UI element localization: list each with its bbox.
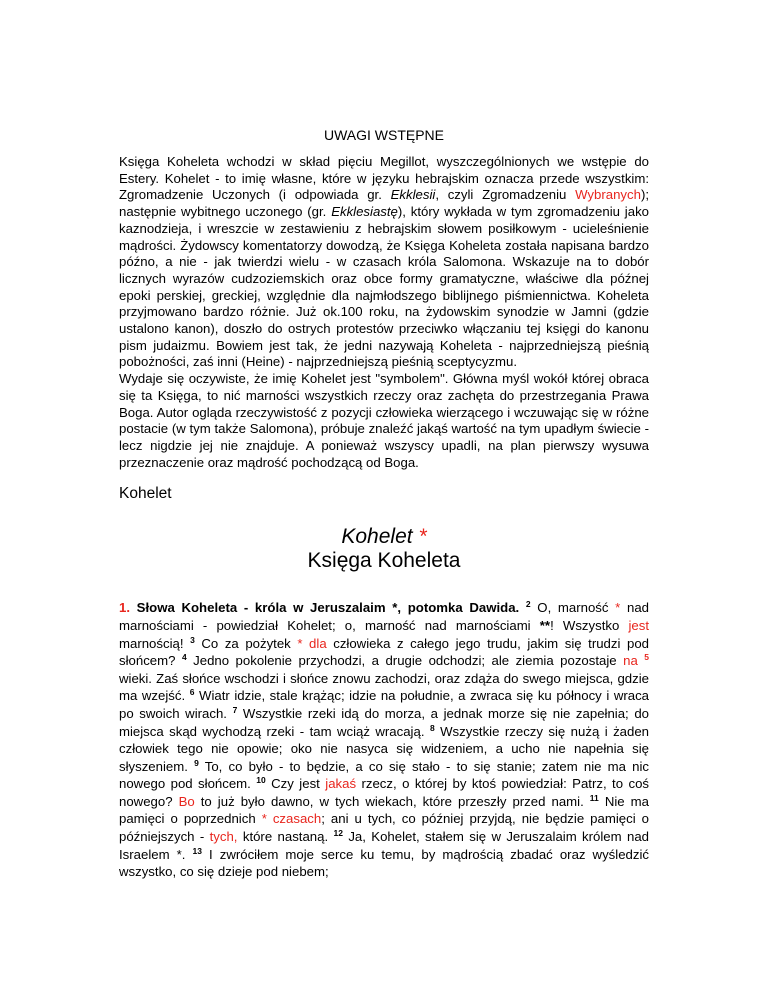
verse-number: 7 bbox=[232, 704, 238, 715]
intro-text-span: Księga Koheleta wchodzi w skład pięciu Megillot, wyszczególnionych we wstępie do Estery. Kohelet - to imię własne, które w języku hebrajskim oznacza przede wszystkim: Zgromadzenie Uczonych (i odpowiada gr. bbox=[119, 154, 649, 203]
verse-number: 3 bbox=[190, 634, 195, 645]
added-word: Bo bbox=[178, 793, 195, 809]
intro-heading: UWAGI WSTĘPNE bbox=[323, 127, 445, 143]
verse-3: Co za pożytek bbox=[194, 635, 298, 651]
verse-2: ! Wszystko bbox=[550, 617, 629, 633]
verse-12: Ja, Kohelet, stałem się w Jeruszalaim królem nad Israelem *. bbox=[119, 829, 649, 862]
book-subtitle: Księga Koheleta bbox=[307, 549, 461, 573]
added-word[interactable]: * czasach bbox=[261, 811, 322, 827]
verse-9: To, co było - to będzie, a co się stało - to się stanie; zatem nie ma nic nowego pod słońcem. bbox=[119, 758, 649, 792]
verse-8: Wszystkie rzeczy się nużą i żaden człowiek tego nie opowie; oko nie nasyca się widzeniem, a ucho nie napełnia się słyszeniem. bbox=[119, 723, 649, 774]
footnote-marker[interactable]: * bbox=[412, 525, 427, 549]
verse-number: 12 bbox=[333, 828, 343, 839]
verse-number: 4 bbox=[181, 652, 187, 663]
verse-number: 11 bbox=[589, 792, 599, 803]
verse-number: 2 bbox=[525, 599, 531, 610]
intro-link-wybranych[interactable]: Wybranych bbox=[575, 187, 641, 203]
verse-2: marnością! bbox=[119, 635, 184, 651]
verse-11: które nastaną. bbox=[237, 829, 329, 845]
book-title-text: Kohelet bbox=[341, 525, 413, 549]
intro-text-span: ), który wykłada w tym zgromadzeniu jako kaznodzieja, i wreszcie w zestawieniu z hebrajskim słowem posiłkowym - ucieleśnienie mądrości. Żydowscy komentatorzy dowodzą, że Księga Koheleta została napisana bardzo późno, a nie - jak twierdzi wielu - w czasach króla Salomona. Wskazuje na to dobór licznych wyrazów cudzoziemskich oraz obce formy gramatyczne, właściwe dla późnej epoki perskiej, greckiej, względnie dla najmłodszego biblijnego piśmiennictwa. Koheleta przyjmowano bardzo różnie. Już ok.100 roku, na żydowskim synodzie w Jamni (gdzie ustalono kanon), doszło do ostrych protestów przeciwko włączaniu tej księgi do kanonu pism judaizmu. Bowiem jest tak, że jedni nazywają Koheleta - najprzedniejszą pieśnią pobożności, zaś inni (Heine) - najprzedniejszą pieśnią sceptycyzmu. bbox=[119, 204, 649, 370]
intro-italic-term: Ekklesiastę bbox=[331, 204, 398, 220]
added-word: na bbox=[623, 653, 638, 669]
scripture-text bbox=[119, 599, 649, 881]
added-word: tych, bbox=[209, 829, 238, 845]
verse-1: Słowa Koheleta - króla w Jeruszalaim *, potomka Dawida. bbox=[130, 600, 520, 616]
verse-4: Jedno pokolenie przychodzi, a drugie odchodzi; ale ziemia pozostaje bbox=[186, 653, 624, 669]
verse-11: Nie ma pamięci o poprzednich bbox=[119, 793, 649, 827]
added-word: jest bbox=[628, 617, 650, 633]
intro-paragraph-1 bbox=[119, 154, 649, 371]
verse-2: O, marność bbox=[530, 600, 616, 616]
verse-2: nad marnościami - powiedział Kohelet; o, marność nad marnościami bbox=[119, 600, 649, 633]
verse-13: I zwróciłem moje serce ku temu, by mądrością zbadać oraz wyśledzić wszystko, co się dzieje pod niebem; bbox=[119, 846, 649, 880]
intro-text-span: ); następnie wybitnego uczonego (gr. bbox=[119, 187, 649, 220]
intro-italic-term: Ekklesii bbox=[390, 187, 436, 203]
verse-4: wieki. bbox=[119, 670, 152, 686]
verse-number: 13 bbox=[192, 845, 202, 856]
verse-11: ; ani u tych, co później przyjdą, nie będzie pamięci o późniejszych - bbox=[119, 811, 649, 845]
added-word: jakaś bbox=[325, 776, 357, 792]
chapter-number: 1. bbox=[119, 600, 130, 616]
verse-3: człowieka z całego jego trudu, jakim się trudzi pod słońcem? bbox=[119, 635, 649, 669]
verse-5: Zaś słońce wschodzi i słońce znowu zachodzi, oraz zdąża do swego miejsca, gdzie ma wzejść. bbox=[119, 670, 649, 704]
intro-text bbox=[119, 154, 649, 471]
verse-number: 6 bbox=[189, 687, 195, 698]
verse-number: 10 bbox=[256, 775, 266, 786]
document-page bbox=[119, 0, 649, 881]
verse-number: 5 bbox=[644, 652, 649, 663]
verse-6: Wiatr idzie, stale krążąc; idzie na południe, a zwraca się ku północy i wraca po swoich wirach. bbox=[119, 688, 650, 721]
verse-10: Czy jest bbox=[265, 776, 326, 792]
verse-10: to już było dawno, w tych wiekach, które przeszły przed nami. bbox=[194, 793, 584, 809]
verse-7: Wszystkie rzeki idą do morza, a jednak morze się nie zapełnia; do miejsca skąd wychodzą rzeki - tam wciąż wracają. bbox=[119, 705, 649, 739]
footnote-marker[interactable]: ** bbox=[539, 617, 551, 633]
footnote-marker[interactable]: * bbox=[615, 600, 621, 616]
intro-text-span: , czyli Zgromadzeniu bbox=[435, 187, 576, 203]
verse-number: 8 bbox=[429, 722, 435, 733]
added-word[interactable]: * dla bbox=[297, 635, 327, 651]
book-label: Kohelet bbox=[119, 485, 172, 503]
book-title bbox=[119, 525, 649, 549]
verse-number: 9 bbox=[194, 757, 199, 768]
verse-10: rzecz, o której by ktoś powiedział: Patrz, to coś nowego? bbox=[119, 776, 649, 809]
intro-paragraph-2: Wydaje się oczywiste, że imię Kohelet jest "symbolem". Główna myśl wokół której obraca się ta Księga, to nić marności wszystkich rzeczy oraz zachęta do przestrzegania Prawa Boga. Autor ogląda rzeczywistość z pozycji człowieka wierzącego i wczuwając się w różne postacie (w tym także Salomona), próbuje znaleźć jakąś wartość na tym upadłym świecie - lecz nigdzie jej nie znajduje. A ponieważ wszyscy upadli, na plan pierwszy wysuwa przeznaczenie oraz mądrość pochodzącą od Boga. bbox=[119, 371, 649, 470]
